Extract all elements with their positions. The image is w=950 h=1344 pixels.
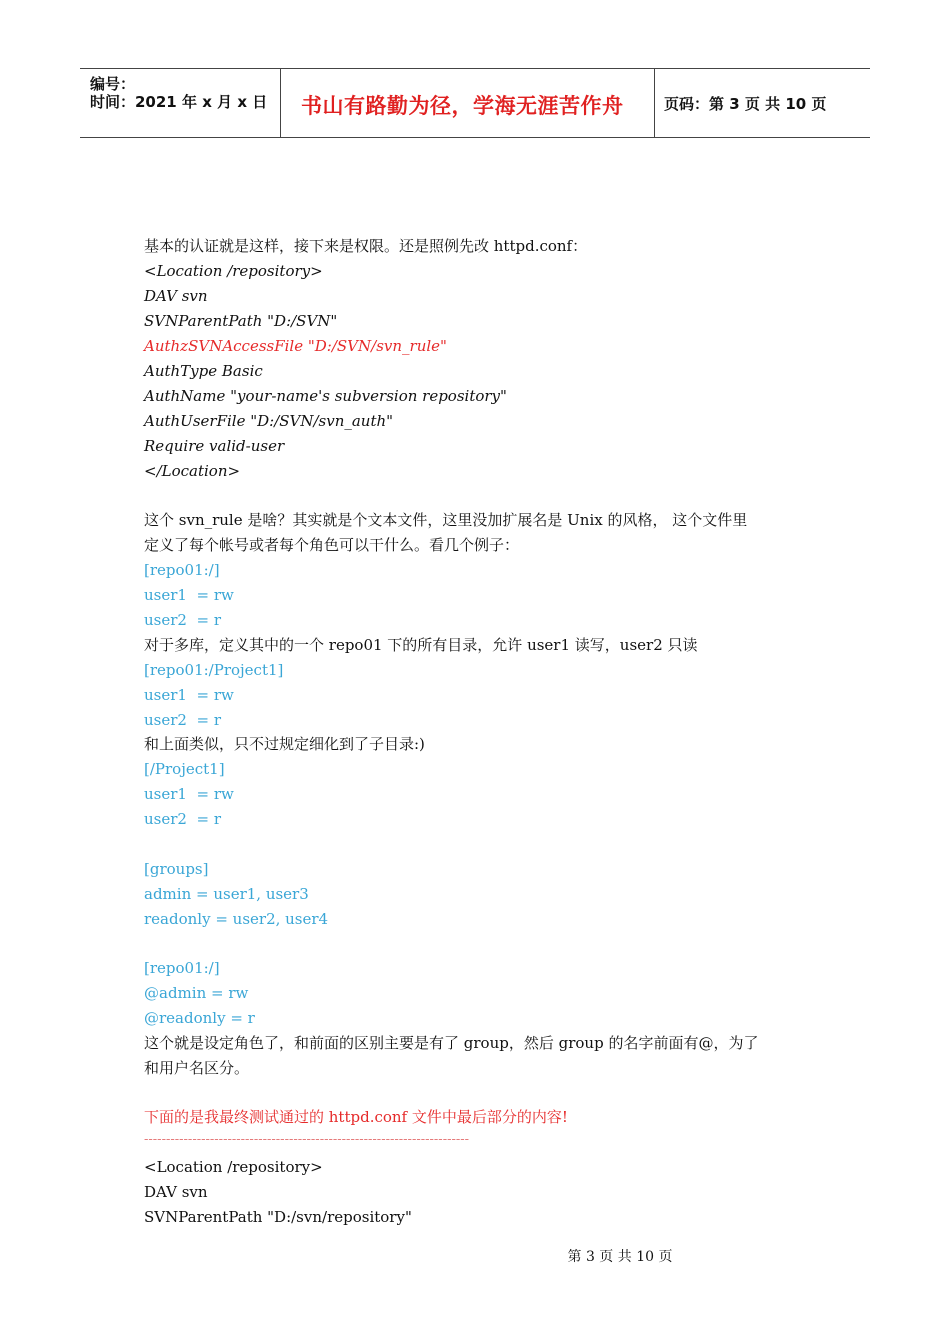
config-line: <Location /repository>	[144, 1158, 323, 1176]
rule-line: user2 = r	[144, 810, 221, 828]
config-line: Require valid-user	[144, 437, 285, 455]
config-line: SVNParentPath "D:/svn/repository"	[144, 1208, 412, 1226]
rule-line: [groups]	[144, 860, 209, 878]
header-page-cell	[655, 69, 870, 137]
config-line: AuthUserFile "D:/SVN/svn_auth"	[144, 412, 394, 430]
paragraph-line: 和用户名区分。	[144, 1059, 250, 1077]
config-line-highlighted: AuthzSVNAccessFile "D:/SVN/svn_rule"	[144, 337, 447, 355]
rule-line: @admin = rw	[144, 984, 249, 1002]
config-line: AuthName "your-name's subversion repository"	[144, 387, 507, 405]
rule-line: [repo01:/]	[144, 561, 220, 579]
paragraph-line: 对于多库，定义其中的一个 repo01 下的所有目录，允许 user1 读写，user2 只读	[144, 636, 698, 654]
header-motto: 书山有路勤为径，学海无涯苦作舟	[301, 94, 624, 118]
paragraph-line: 基本的认证就是这样，接下来是权限。还是照例先改 httpd.conf：	[144, 237, 588, 255]
config-line: </Location>	[144, 462, 241, 480]
rule-line: [/Project1]	[144, 760, 225, 778]
page-header	[80, 68, 870, 138]
paragraph-line: 这个就是设定角色了，和前面的区别主要是有了 group，然后 group 的名字前面有@，为了	[144, 1034, 759, 1052]
rule-line: [repo01:/]	[144, 959, 220, 977]
page-footer: 第 3 页 共 10 页	[567, 1249, 673, 1265]
highlighted-note: 下面的是我最终测试通过的 httpd.conf 文件中最后部分的内容!	[144, 1108, 568, 1126]
rule-line: user1 = rw	[144, 686, 234, 704]
paragraph-line: 定义了每个帐号或者每个角色可以干什么。看几个例子：	[144, 536, 520, 554]
rule-line: user1 = rw	[144, 586, 234, 604]
paragraph-line: 和上面类似，只不过规定细化到了子目录:)	[144, 735, 425, 753]
rule-line: user2 = r	[144, 611, 221, 629]
header-page-info: 页码：第 3 页 共 10 页	[664, 95, 827, 113]
config-line: AuthType Basic	[144, 362, 263, 380]
config-line: DAV svn	[144, 287, 208, 305]
config-line: SVNParentPath "D:/SVN"	[144, 312, 338, 330]
rule-line: admin = user1, user3	[144, 885, 309, 903]
paragraph-line: 这个 svn_rule 是啥？其实就是个文本文件，这里没加扩展名是 Unix 的风格， 这个文件里	[144, 511, 748, 529]
header-meta-cell	[80, 69, 281, 137]
document-number-label: 编号：	[90, 75, 136, 93]
config-line: DAV svn	[144, 1183, 208, 1201]
header-motto-cell	[281, 69, 655, 137]
config-line: <Location /repository>	[144, 262, 323, 280]
document-date-label: 时间：2021 年 x 月 x 日	[90, 93, 268, 111]
rule-line: @readonly = r	[144, 1009, 255, 1027]
rule-line: user2 = r	[144, 711, 221, 729]
dashed-separator: --------------------------------------------------------------------------	[144, 1132, 470, 1147]
rule-line: [repo01:/Project1]	[144, 661, 284, 679]
rule-line: readonly = user2, user4	[144, 910, 329, 928]
rule-line: user1 = rw	[144, 785, 234, 803]
